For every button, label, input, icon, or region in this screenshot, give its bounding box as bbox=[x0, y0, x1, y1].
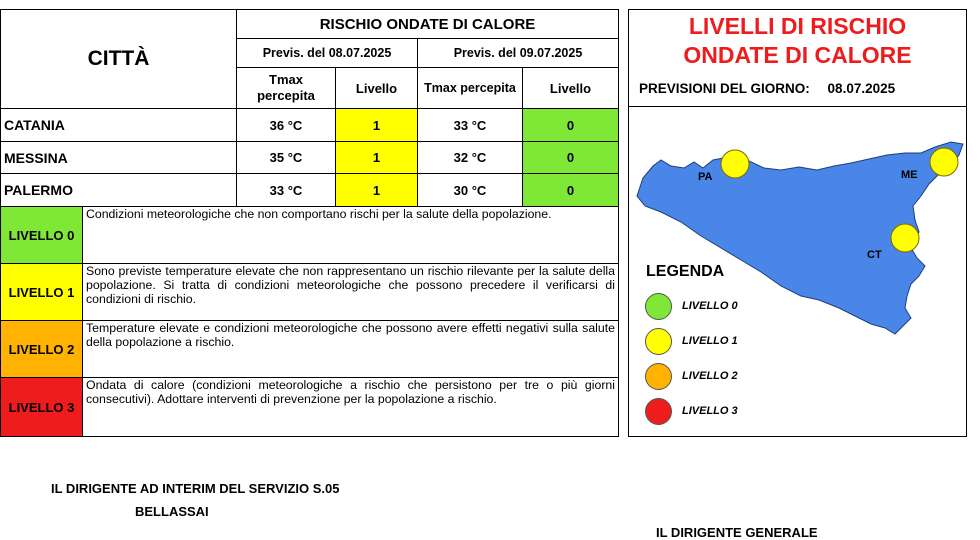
level-day2: 0 bbox=[522, 141, 619, 174]
panel-title-line1: LIVELLI DI RISCHIO bbox=[688, 13, 907, 39]
level-description: Sono previste temperature elevate che non rappresentano un rischio rilevante per la salute della popolazione. Si tratta di condizioni meteorologiche che possono precedere il verificarsi di condizioni di rischio. bbox=[82, 263, 619, 321]
map-label-pa: PA bbox=[698, 171, 713, 183]
level-row-0 bbox=[0, 206, 619, 264]
legend-item bbox=[645, 360, 785, 395]
level-badge: LIVELLO 3 bbox=[0, 377, 83, 437]
tmax-day2: 32 °C bbox=[417, 141, 523, 174]
legend bbox=[645, 290, 785, 430]
level-badge: LIVELLO 1 bbox=[0, 263, 83, 321]
day2-header: Previs. del 09.07.2025 bbox=[417, 38, 619, 68]
forecast-label: PREVISIONI DEL GIORNO: bbox=[639, 81, 810, 96]
legend-swatch-2 bbox=[645, 363, 672, 390]
legend-label: LIVELLO 1 bbox=[682, 335, 738, 347]
level-row-1 bbox=[0, 263, 619, 321]
panel-title-line2: ONDATE DI CALORE bbox=[683, 42, 912, 68]
level-description: Ondata di calore (condizioni meteorologiche a rischio che persistono per tre o più giorni consecutivi). Adottare interventi di prevenzione per la popolazione a rischio. bbox=[82, 377, 619, 437]
level-badge: LIVELLO 0 bbox=[0, 206, 83, 264]
level-day1: 1 bbox=[335, 173, 418, 207]
forecast-date: 08.07.2025 bbox=[827, 81, 896, 96]
tmax-day2: 33 °C bbox=[417, 108, 523, 142]
legend-label: LIVELLO 3 bbox=[682, 405, 738, 417]
livello-label-day2: Livello bbox=[522, 67, 619, 109]
marker-messina bbox=[930, 148, 958, 176]
city-name: MESSINA bbox=[0, 141, 237, 174]
day1-header: Previs. del 08.07.2025 bbox=[236, 38, 418, 68]
level-day2: 0 bbox=[522, 173, 619, 207]
legend-title: LEGENDA bbox=[646, 263, 725, 280]
signature-left-name: BELLASSAI bbox=[135, 504, 209, 519]
marker-catania bbox=[891, 224, 919, 252]
level-row-2 bbox=[0, 320, 619, 378]
legend-swatch-0 bbox=[645, 293, 672, 320]
legend-item bbox=[645, 290, 785, 325]
tmax-day1: 36 °C bbox=[236, 108, 336, 142]
map-label-me: ME bbox=[901, 169, 918, 181]
tmax-day1: 33 °C bbox=[236, 173, 336, 207]
legend-item bbox=[645, 325, 785, 360]
level-day2: 0 bbox=[522, 108, 619, 142]
level-description: Temperature elevate e condizioni meteorologiche che possono avere effetti negativi sulla salute della popolazione a rischio. bbox=[82, 320, 619, 378]
marker-palermo bbox=[721, 150, 749, 178]
tmax-label-day2: Tmax percepita bbox=[417, 67, 523, 109]
map-label-ct: CT bbox=[867, 249, 882, 261]
city-header: CITTÀ bbox=[0, 9, 237, 109]
table-row bbox=[0, 141, 619, 174]
livello-label-day1: Livello bbox=[335, 67, 418, 109]
legend-label: LIVELLO 2 bbox=[682, 370, 738, 382]
city-name: PALERMO bbox=[0, 173, 237, 207]
risk-table bbox=[0, 9, 620, 437]
table-row bbox=[0, 173, 619, 207]
tmax-label-day1: Tmax percepita bbox=[236, 67, 336, 109]
tmax-day1: 35 °C bbox=[236, 141, 336, 174]
main-header: RISCHIO ONDATE DI CALORE bbox=[236, 9, 619, 39]
legend-label: LIVELLO 0 bbox=[682, 300, 738, 312]
level-description: Condizioni meteorologiche che non comportano rischi per la salute della popolazione. bbox=[82, 206, 619, 264]
level-day1: 1 bbox=[335, 108, 418, 142]
level-badge: LIVELLO 2 bbox=[0, 320, 83, 378]
risk-map-panel bbox=[628, 9, 967, 437]
level-day1: 1 bbox=[335, 141, 418, 174]
legend-item bbox=[645, 395, 785, 430]
legend-swatch-3 bbox=[645, 398, 672, 425]
signature-right-title: IL DIRIGENTE GENERALE bbox=[656, 525, 818, 540]
legend-swatch-1 bbox=[645, 328, 672, 355]
level-row-3 bbox=[0, 377, 619, 437]
table-row bbox=[0, 108, 619, 142]
city-name: CATANIA bbox=[0, 108, 237, 142]
signature-left-title: IL DIRIGENTE AD INTERIM DEL SERVIZIO S.05 bbox=[51, 481, 340, 496]
tmax-day2: 30 °C bbox=[417, 173, 523, 207]
